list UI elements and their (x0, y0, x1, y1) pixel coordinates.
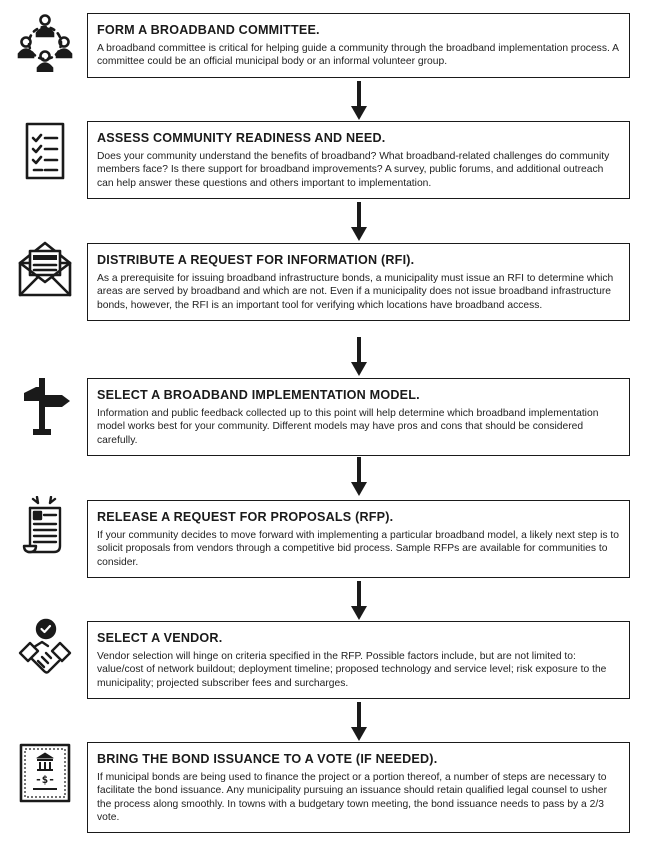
step-description: Does your community understand the benefits of broadband? What broadband-related challenges do community members face? Is there support for broadband improvements? A survey, public forums, and additional outreach can help answer these questions and others important to implementation. (97, 151, 610, 189)
step-bond-vote (87, 742, 630, 833)
step-select-model (87, 378, 630, 456)
step-title: SELECT A BROADBAND IMPLEMENTATION MODEL. (97, 388, 420, 402)
scroll-document-icon (16, 496, 74, 558)
bond-symbol-label: -$- (35, 773, 55, 786)
step-release-rfp (87, 500, 630, 578)
step-description: If your community decides to move forward with implementing a particular broadband model, a likely next step is to solicit proposals from vendors through a competitive bid process. Sample RFPs are available for communities to consider. (97, 530, 619, 568)
flow-arrow (350, 581, 368, 621)
step-title: ASSESS COMMUNITY READINESS AND NEED. (97, 131, 386, 145)
envelope-icon (16, 237, 74, 299)
handshake-check-icon (16, 617, 74, 679)
step-description: As a prerequisite for issuing broadband infrastructure bonds, a municipality must issue an RFI to determine which areas are served by broadband and which are not. Even if a municipality does not issue broadband infrastructure bonds, however, the RFI is an important tool for verifying which locations have broadband access. (97, 273, 614, 311)
step-description: Vendor selection will hinge on criteria specified in the RFP. Possible factors include, but are not limited to: value/cost of network buildout; deployment timeline; proposed technology and service level; risk exposure to the municipality; projected subscriber fees and surcharges. (97, 651, 607, 689)
step-distribute-rfi (87, 243, 630, 321)
checklist-icon (16, 120, 74, 182)
flow-arrow (350, 81, 368, 121)
step-title: DISTRIBUTE A REQUEST FOR INFORMATION (RFI). (97, 253, 415, 267)
flow-arrow (350, 202, 368, 242)
step-title: RELEASE A REQUEST FOR PROPOSALS (RFP). (97, 510, 394, 524)
step-title: FORM A BROADBAND COMMITTEE. (97, 23, 320, 37)
step-title: SELECT A VENDOR. (97, 631, 223, 645)
step-title: BRING THE BOND ISSUANCE TO A VOTE (IF NEEDED). (97, 752, 438, 766)
bond-certificate-icon (16, 742, 74, 804)
step-description: A broadband committee is critical for helping guide a community through the broadband implementation process. A committee could be an official municipal body or an informal volunteer group. (97, 43, 619, 68)
signpost-icon (16, 375, 74, 437)
step-form-committee (87, 13, 630, 78)
flow-arrow (350, 702, 368, 742)
step-assess-readiness (87, 121, 630, 199)
flow-arrow (350, 457, 368, 497)
flow-arrow (350, 337, 368, 377)
people-network-icon (16, 10, 74, 72)
step-description: If municipal bonds are being used to finance the project or a portion thereof, a number of steps are necessary to facilitate the bond issuance. Any municipality pursuing an issuance should retain qualified legal counsel to usher the process along smoothly. In towns with a budgetary town meeting, the bond issuance needs to pass by a 2/3 vote. (97, 772, 608, 823)
step-select-vendor (87, 621, 630, 699)
step-description: Information and public feedback collected up to this point will help determine which broadband implementation model works best for your community. Different models may have pros and cons that should be considered carefully. (97, 408, 599, 446)
